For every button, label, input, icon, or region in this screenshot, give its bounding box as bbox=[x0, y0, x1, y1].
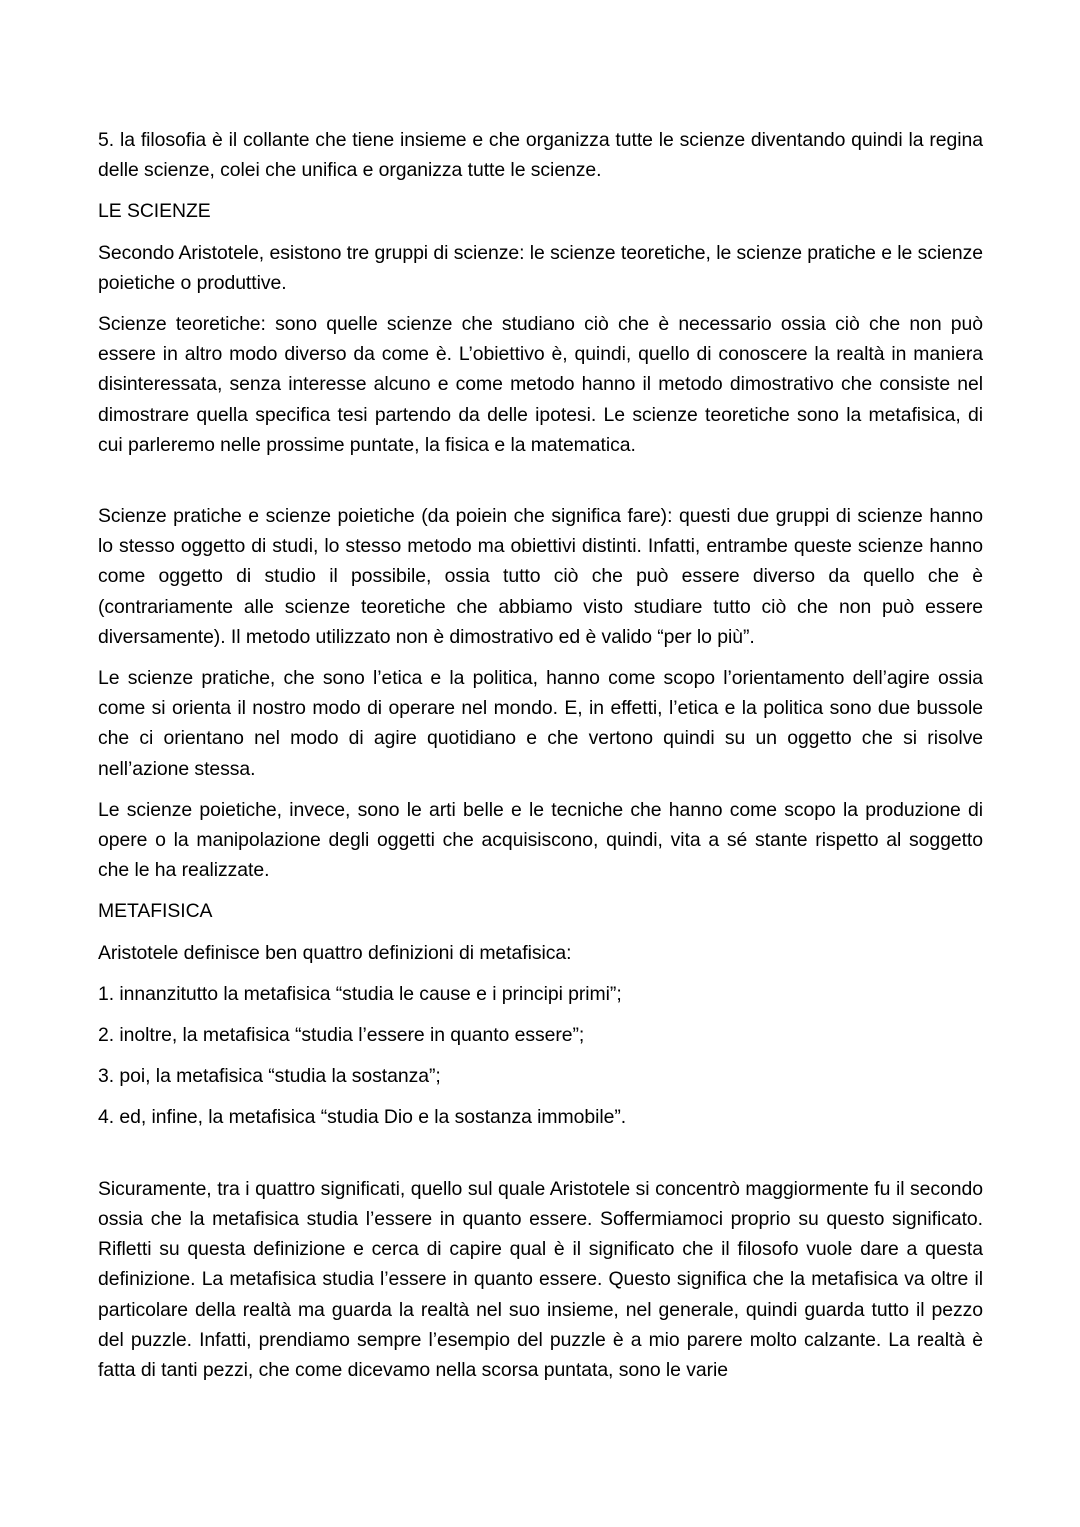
list-item-definizione-1: 1. innanzitutto la metafisica “studia le cause e i principi primi”; bbox=[98, 982, 622, 1005]
document-body bbox=[98, 125, 983, 1385]
paragraph-scienze-pratiche-etica-politica: Le scienze pratiche, che sono l’etica e la politica, hanno come scopo l’orientamento dell’agire ossia come si orienta il nostro modo di operare nel mondo. E, in effetti, l’etica e la politica sono due bussole che ci orientano nel modo di agire quotidiano e che vertono quindi su un oggetto che si risolve nell’azione stessa. bbox=[98, 667, 983, 780]
blank-line-after-teoretiche bbox=[98, 471, 983, 501]
paragraph-scienze-poietiche-arti: Le scienze poietiche, invece, sono le arti belle e le tecniche che hanno come scopo la produzione di opere o la manipolazione degli oggetti che acquisiscono, quindi, vita a sé stante rispetto al soggetto che le ha realizzate. bbox=[98, 798, 983, 882]
paragraph-scienze-pratiche-poietiche: Scienze pratiche e scienze poietiche (da poiein che significa fare): questi due gruppi di scienze hanno lo stesso oggetto di studi, lo stesso metodo ma obiettivi distinti. Infatti, entrambe queste scienze hanno come oggetto di studio il possibile, ossia tutto ciò che può essere diverso da quello che è (contrariamente alle scienze teoretiche che abbiamo visto studiare tutto ciò che non può essere diversamente). Il metodo utilizzato non è dimostrativo ed è valido “per lo più”. bbox=[98, 505, 983, 648]
list-item-definizione-3: 3. poi, la metafisica “studia la sostanza”; bbox=[98, 1065, 441, 1088]
paragraph-significato-essere: Sicuramente, tra i quattro significati, quello sul quale Aristotele si concentrò maggiormente fu il secondo ossia che la metafisica studia l’essere in quanto essere. Soffermiamoci proprio su questo significato. Rifletti su questa definizione e cerca di capire qual è il significato che il filosofo vuole dare a questa definizione. La metafisica studia l’essere in quanto essere. Questo significa che la metafisica va oltre il particolare della realtà ma guarda la realtà nel suo insieme, nel generale, quindi guarda tutto il pezzo del puzzle. Infatti, prendiamo sempre l’esempio del puzzle è a mio parere molto calzante. La realtà è fatta di tanti pezzi, che come dicevamo nella scorsa puntata, sono le varie bbox=[98, 1177, 983, 1381]
heading-metafisica: METAFISICA bbox=[98, 900, 213, 923]
paragraph-tre-gruppi-scienze: Secondo Aristotele, esistono tre gruppi di scienze: le scienze teoretiche, le scienze pratiche e le scienze poietiche o produttive. bbox=[98, 241, 983, 294]
paragraph-filosofia-collante: 5. la filosofia è il collante che tiene insieme e che organizza tutte le scienze diventando quindi la regina delle scienze, colei che unifica e organizza tutte le scienze. bbox=[98, 129, 983, 182]
list-item-definizione-2: 2. inoltre, la metafisica “studia l’essere in quanto essere”; bbox=[98, 1024, 585, 1047]
paragraph-quattro-definizioni-intro: Aristotele definisce ben quattro definizioni di metafisica: bbox=[98, 941, 572, 964]
blank-line-after-definizioni bbox=[98, 1144, 983, 1174]
list-item-definizione-4: 4. ed, infine, la metafisica “studia Dio e la sostanza immobile”. bbox=[98, 1106, 627, 1129]
paragraph-scienze-teoretiche: Scienze teoretiche: sono quelle scienze che studiano ciò che è necessario ossia ciò che non può essere in altro modo diverso da come è. L’obiettivo è, quindi, quello di conoscere la realtà in maniera disinteressata, senza interesse alcuno e come metodo hanno il metodo dimostrativo che consiste nel dimostrare quella specifica tesi partendo da delle ipotesi. Le scienze teoretiche sono la metafisica, di cui parleremo nelle prossime puntate, la fisica e la matematica. bbox=[98, 313, 983, 456]
heading-le-scienze: LE SCIENZE bbox=[98, 200, 211, 223]
